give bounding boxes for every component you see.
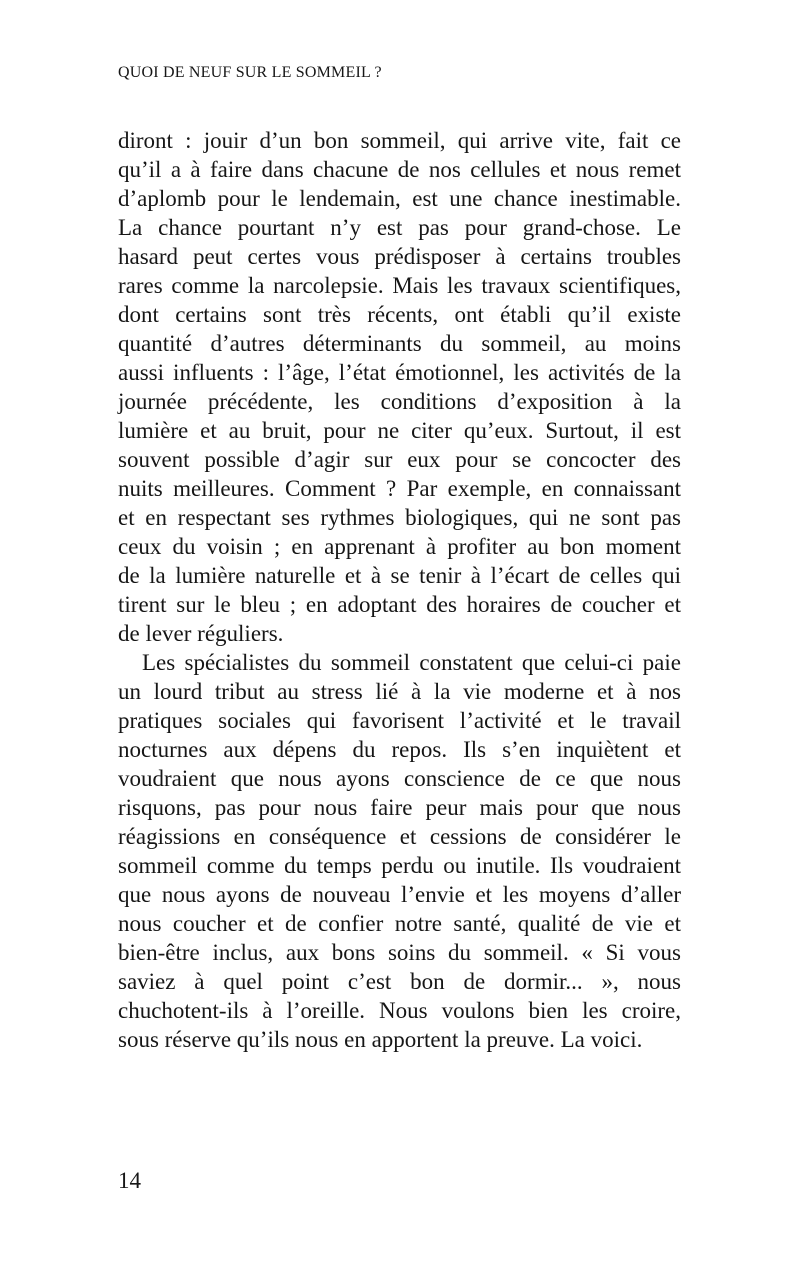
text-line: La chance pourtant n’y est pas pour grand-chose. Le [118, 215, 681, 240]
text-line: dont certains sont très récents, ont établi qu’il existe [118, 302, 681, 327]
text-line: souvent possible d’agir sur eux pour se concocter des [118, 447, 681, 472]
text-line: qu’il a à faire dans chacune de nos cellules et nous remet [118, 157, 681, 182]
running-header: QUOI DE NEUF SUR LE SOMMEIL ? [118, 64, 382, 81]
text-line: de lever réguliers. [118, 621, 284, 646]
text-line: sommeil comme du temps perdu ou inutile. Ils voudraient [118, 853, 681, 878]
text-line: réagissions en conséquence et cessions de considérer le [118, 824, 681, 849]
text-line: rares comme la narcolepsie. Mais les travaux scientifiques, [118, 273, 681, 298]
body-text [118, 126, 681, 1054]
text-line: journée précédente, les conditions d’exposition à la [118, 389, 681, 414]
text-line: nocturnes aux dépens du repos. Ils s’en inquiètent et [118, 737, 681, 762]
paragraph-2 [118, 648, 681, 1054]
text-line: bien-être inclus, aux bons soins du sommeil. « Si vous [118, 940, 681, 965]
paragraph-1 [118, 126, 681, 648]
text-line: quantité d’autres déterminants du sommeil, au moins [118, 331, 681, 356]
text-line: aussi influents : l’âge, l’état émotionnel, les activités de la [118, 360, 681, 385]
text-line: nuits meilleures. Comment ? Par exemple, en connaissant [118, 476, 681, 501]
text-line: saviez à quel point c’est bon de dormir... », nous [118, 969, 681, 994]
text-line: lumière et au bruit, pour ne citer qu’eux. Surtout, il est [118, 418, 681, 443]
text-line: que nous ayons de nouveau l’envie et les moyens d’aller [118, 882, 681, 907]
text-line: Les spécialistes du sommeil constatent que celui-ci paie [142, 650, 681, 675]
text-line: chuchotent-ils à l’oreille. Nous voulons bien les croire, [118, 998, 681, 1023]
text-line: hasard peut certes vous prédisposer à certains troubles [118, 244, 681, 269]
text-line: un lourd tribut au stress lié à la vie moderne et à nos [118, 679, 681, 704]
text-line: diront : jouir d’un bon sommeil, qui arrive vite, fait ce [118, 128, 681, 153]
text-line: risquons, pas pour nous faire peur mais pour que nous [118, 795, 681, 820]
text-line: ceux du voisin ; en apprenant à profiter au bon moment [118, 534, 681, 559]
text-line: sous réserve qu’ils nous en apportent la preuve. La voici. [118, 1027, 643, 1052]
page-number: 14 [118, 1168, 141, 1193]
text-line: nous coucher et de confier notre santé, qualité de vie et [118, 911, 681, 936]
text-line: d’aplomb pour le lendemain, est une chance inestimable. [118, 186, 681, 211]
text-line: tirent sur le bleu ; en adoptant des horaires de coucher et [118, 592, 681, 617]
text-line: pratiques sociales qui favorisent l’activité et le travail [118, 708, 681, 733]
text-line: de la lumière naturelle et à se tenir à l’écart de celles qui [118, 563, 681, 588]
text-line: et en respectant ses rythmes biologiques, qui ne sont pas [118, 505, 681, 530]
text-line: voudraient que nous ayons conscience de ce que nous [118, 766, 681, 791]
